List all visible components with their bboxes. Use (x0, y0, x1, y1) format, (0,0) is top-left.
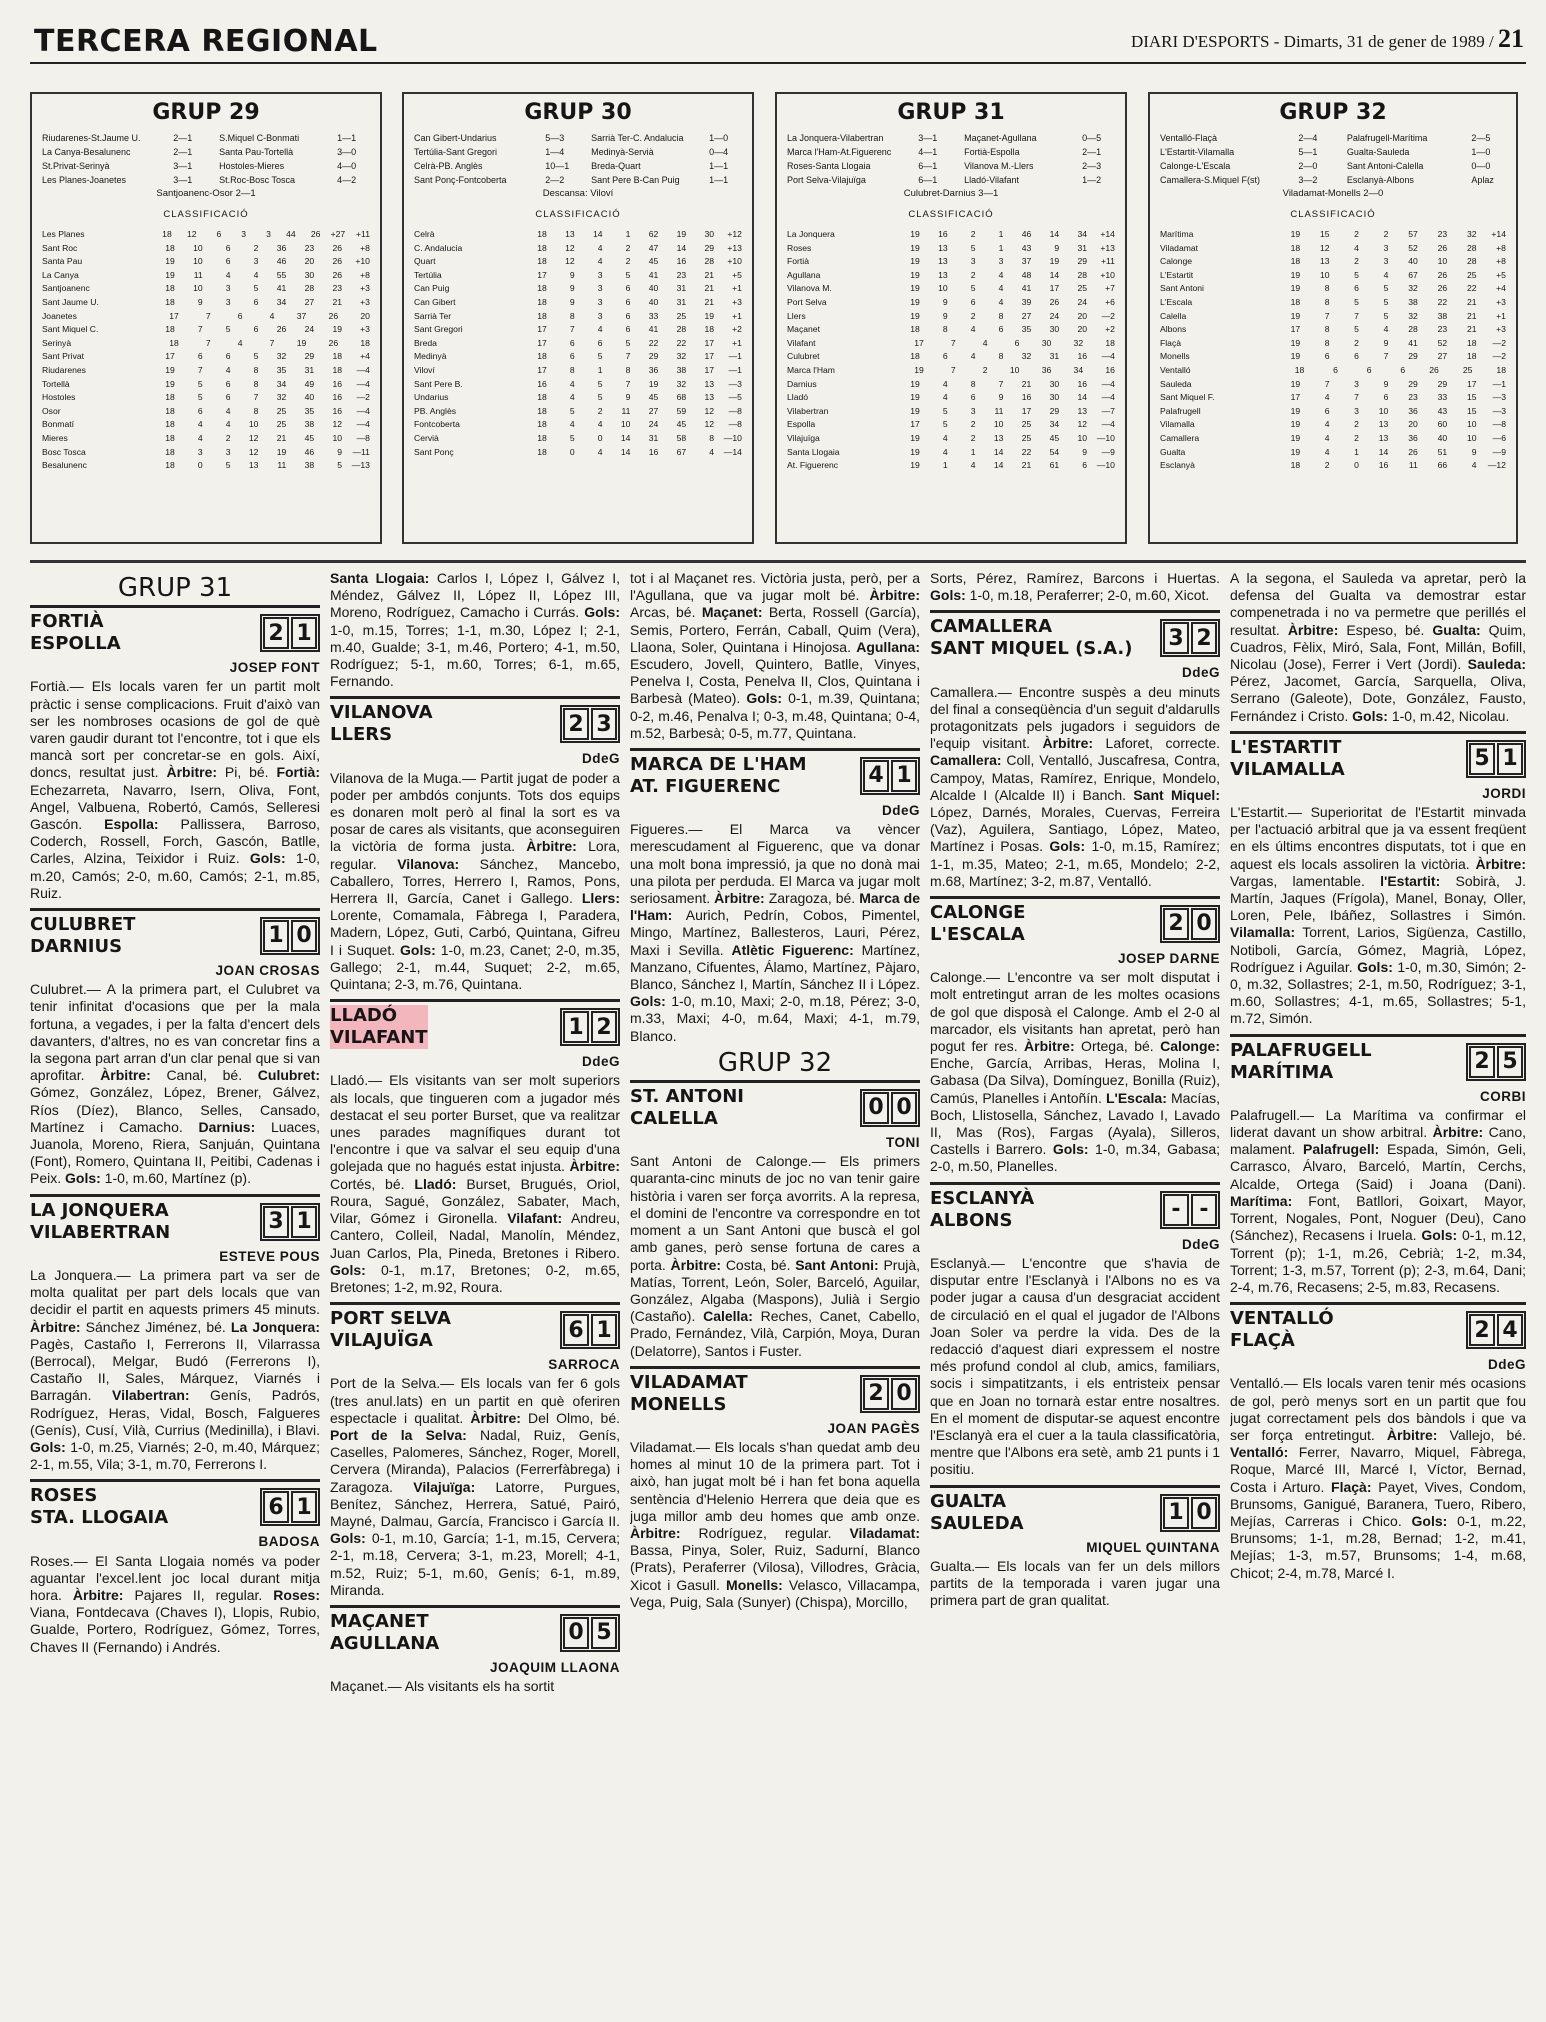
match-teams: PORT SELVA VILAJUÏGA (330, 1308, 451, 1352)
match-teams: PALAFRUGELL MARÍTIMA (1230, 1039, 1372, 1083)
standings-heading: CLASSIFICACIÓ (163, 209, 249, 220)
group-box (402, 92, 754, 544)
standings-row: Santa Pau 19 10 6 3 46 20 26 +10 (42, 256, 370, 267)
standings-row: Hostoles 18 5 6 7 32 40 16 —2 (42, 392, 370, 403)
match-teams: VILANOVA LLERS (330, 702, 433, 746)
score-box: 2 0 (860, 1375, 920, 1413)
standings-row: Marca l'Ham 19 7 2 10 36 34 16 (787, 364, 1115, 375)
match-result-row: Roses-Santa Llogaia 6—1 Vilanova M.-Llers 2—3 (787, 161, 1102, 171)
standings-row: Vilamalla 19 4 2 13 20 60 10 —8 (1160, 419, 1506, 430)
match-header (630, 748, 920, 798)
standings-heading: CLASSIFICACIÓ (535, 209, 621, 220)
standings-row: PB. Anglès 18 5 2 11 27 59 12 —8 (414, 405, 742, 416)
standings-row: Can Gibert 18 9 3 6 40 31 21 +3 (414, 296, 742, 307)
match-result-row: Camallera-S.Miquel F(st) 3—2 Esclanyà-Albons Aplaz (1160, 175, 1494, 185)
standings-row: Mieres 18 4 2 12 21 45 10 —8 (42, 432, 370, 443)
match-result-row: Tertúlia-Sant Gregori 1—4 Medinyà-Servià 0—4 (414, 147, 729, 157)
match-header (1230, 731, 1526, 781)
standings-row: Roses 19 13 5 1 43 9 31 +13 (787, 242, 1115, 253)
standings-heading: CLASSIFICACIÓ (1290, 209, 1376, 220)
article-body: Sant Antoni de Calonge.— Els primers quaranta-cinc minuts de joc no van tenir gaire història i varen ser força avorrits. A la represa, el domini de l'encontre va correspondre en tot moment a un Sant Antoni que buscà el gol amb ganes, però sense fortuna de cares a porta. Àrbitre: Costa, bé. Sant Antoni: Prujà, Matías, Torrent, León, Soler, Barceló, Aguilar, González, Algaba (Maspons), Julià i Sergio (Castaño). Calella: Reches, Canet, Cabello, Prado, Fernández, Vilà, Carpión, Moya, Duran (Delatorre), Santos i Fuster. (630, 1153, 920, 1359)
standings-row: Vilajuïga 19 4 2 13 25 45 10 —10 (787, 432, 1115, 443)
article-body: Viladamat.— Els locals s'han quedat amb deu homes al minut 10 de la primera part. Tot i això, han jugat molt bé i han fet bona aquella sentència d'Helenio Herrera que deia que es juga millor amb deu homes que amb onze. Àrbitre: Rodríguez, regular. Viladamat: Bassa, Pinya, Soler, Ruiz, Sadurní, Blanco (Prats), Peraferrer (Vilosa), Villodres, Gràcia, Xicot i Gasull. Monells: Velasco, Villacampa, Vega, Puig, Sala (Sunyer) (Chispa), Morcillo, (630, 1438, 920, 1610)
article-author: JOAN PAGÈS (827, 1420, 920, 1436)
group-title: GRUP 32 (1279, 100, 1387, 125)
standings-row: Sant Antoni 19 8 6 5 32 26 22 +4 (1160, 283, 1506, 294)
article-body: Calonge.— L'encontre va ser molt disputat i molt entretingut arran de les moltes ocasions de gol que disposà el Calonge. Amb el 2-0 al marcador, els visitants han apretat, però han pogut fer res. Àrbitre: Ortega, bé. Calonge: Enche, García, Arribas, Heras, Molina I, Gabasa (Da Silva), Domínguez, Bonilla (Ruiz), Camús, Planelles i Antoñín. L'Escala: Macías, Boch, Llistosella, Sánchez, Lavado I, Lavado II, Mas (Ros), Fargas (Ayala), Silleros, Castells i Barrero. Gols: 1-0, m.34, Gabasa; 2-0, m.50, Planelles. (930, 969, 1220, 1175)
standings-row: At. Figuerenc 19 1 4 14 21 61 6 —10 (787, 460, 1115, 471)
standings-row: Sant Roc 18 10 6 2 36 23 26 +8 (42, 242, 370, 253)
match-header (930, 1485, 1220, 1535)
article-author: TONI (885, 1135, 920, 1151)
match-result-row: Les Planes-Joanetes 3—1 St.Roc-Bosc Tosca 4—2 (42, 175, 357, 185)
match-teams: LA JONQUERA VILABERTRAN (30, 1199, 171, 1243)
match-result-row: La Jonquera-Vilabertran 3—1 Maçanet-Agullana 0—5 (787, 133, 1102, 143)
article-author: DdeG (1181, 1236, 1220, 1252)
score-box: 4 1 (860, 757, 920, 795)
standings-row: La Jonquera 19 16 2 1 46 14 34 +14 (787, 229, 1115, 239)
article-author: DdeG (581, 751, 620, 767)
standings-row: Besalunenc 18 0 5 13 11 38 5 —13 (42, 460, 370, 471)
score-box: 0 5 (560, 1614, 620, 1652)
group-heading: GRUP 32 (717, 1047, 833, 1078)
match-header (330, 696, 620, 746)
standings-row: Sant Privat 17 6 6 5 32 29 18 +4 (42, 351, 370, 362)
group-title: GRUP 30 (524, 100, 632, 125)
standings-row: Bonmatí 18 4 4 10 25 38 12 —4 (42, 419, 370, 430)
standings-row: Sant Miquel F. 17 4 7 6 23 33 15 —3 (1160, 392, 1506, 403)
article-body: Culubret.— A la primera part, el Culubret va tenir infinitat d'ocasions que per la mala fortuna, a vegades, i per la falta d'encert dels davanters, d'altres, no es van concretar fins a la segona part arran d'un clar penal que si van aprofitar. Àrbitre: Canal, bé. Culubret: Gómez, González, López, Brener, Gálvez, Ríos (Díez), Blanco, Selles, Cansado, Martínez i Camacho. Darnius: Luaces, Juanola, Moreno, Riera, Sanjuán, Quintana (Font), Romero, Quintana II, Peitibi, Cadenas i Peix. Gols: 1-0, m.60, Martínez (p). (30, 981, 320, 1187)
match-result-row: Marca l'Ham-At.Figuerenc 4—1 Fortià-Espolla 2—1 (787, 147, 1102, 157)
match-result-row: Riudarenes-St.Jaume U. 2—1 S.Miquel C-Bonmati 1—1 (42, 133, 357, 143)
score-box: 6 1 (560, 1311, 620, 1349)
match-result-row: Ventalló-Flaçà 2—4 Palafrugell-Marítima 2—5 (1160, 133, 1491, 143)
score-box: 0 0 (860, 1089, 920, 1127)
standings-row: Quart 18 12 4 2 45 16 28 +10 (414, 256, 742, 267)
standings-row: Espolla 17 5 2 10 25 34 12 —4 (787, 419, 1115, 430)
article-body: Gualta.— Els locals van fer un dels millors partits de la temporada i varen jugar una primera part de gran qualitat. (930, 1557, 1220, 1609)
standings-row: C. Andalucia 18 12 4 2 47 14 29 +13 (414, 242, 742, 253)
article-body: Fortià.— Els locals varen fer un partit molt pràctic i sense complicacions. Fruit d'això van ser les nombroses ocasions de gol de què varen gaudir durant tot l'encontre, tot i que els mancà sort per concretar-se en gols. Així, doncs, resultat just. Àrbitre: Pi, bé. Fortià: Echezarreta, Navarro, Isern, Oliva, Font, Angel, Valbuena, Robertó, Camós, Selleresi Gascón. Espolla: Pallissera, Barroso, Coderch, Rossell, Forch, Gascón, Batlle, Carles, Alzina, Teixidor i Ruiz. Gols: 1-0, m.20, Camós; 2-0, m.60, Camós; 2-1, m.85, Ruiz. (30, 678, 320, 901)
article-body: Lladó.— Els visitants van ser molt superiors als locals, que tingueren com a jugador més destacat el seu porter Burset, que va realitzar unes parades magnífiques durant tot l'encontre i que va salvar el seu equip d'una golejada que no hagués estat injusta. Àrbitre: Cortés, bé. Lladó: Burset, Brugués, Oriol, Roura, Sagué, González, Sabater, Mach, Vilar, Gómez i Gironella. Vilafant: Andreu, Cantero, Colleil, Nadal, Manolín, Méndez, Juan Carlos, Pla, Pineda, Bretones i Ribero. Gols: 0-1, m.17, Bretones; 0-2, m.65, Bretones; 1-2, m.92, Roura. (330, 1072, 620, 1295)
match-header (330, 1605, 620, 1655)
standings-row: Lladó 19 4 6 9 16 30 14 —4 (787, 392, 1115, 403)
match-header (930, 1182, 1220, 1232)
standings-row: Undarius 18 4 5 9 45 68 13 —5 (414, 392, 742, 403)
article-body: Esclanyà.— L'encontre que s'havia de disputar entre l'Esclanyà i l'Albons no es va poder jugar a causa d'un desgraciat accident de circulació en el qual el jugador de l'Albons Joan Soler va perdre la vida. Des de la redacció d'aquest diari expressem el nostre més profund condol al club, amics, familiars, socis i simpatitzants, i els entristeix pensar que en Joan no tornarà estar entre nosaltres. En el moment de disputar-se aquest encontre l'Esclanyà era el cuer a la taula classificatòria, mentre que l'Albons era setè, amb 21 punts i 1 positiu. (930, 1254, 1220, 1478)
standings-row: Santa Llogaia 19 4 1 14 22 54 9 —9 (787, 446, 1115, 457)
extra-result: Descansa: Viloví (542, 188, 614, 199)
standings-row: Santjoanenc 18 10 3 5 41 28 23 +3 (42, 283, 370, 294)
standings-row: Celrà 18 13 14 1 62 19 30 +12 (414, 229, 742, 239)
match-header (930, 610, 1220, 660)
score-box: 2 3 (560, 705, 620, 743)
standings-row: Osor 18 6 4 8 25 35 16 —4 (42, 405, 370, 416)
standings-row: Can Puig 18 9 3 6 40 31 21 +1 (414, 283, 742, 294)
match-result-row: Port Selva-Vilajuïga 6—1 Lladó-Vilafant 1—2 (787, 175, 1102, 185)
standings-row: Viladamat 18 12 4 3 52 26 28 +8 (1160, 242, 1506, 253)
standings-row: Medinyà 18 6 5 7 29 32 17 —1 (414, 351, 742, 362)
score-box: 6 1 (260, 1488, 320, 1526)
score-box: 2 1 (260, 614, 320, 652)
match-header (30, 1479, 320, 1529)
paper-masthead: DIARI D'ESPORTS - Dimarts, 31 de gener de 1989 / 21 (1130, 24, 1524, 53)
match-header (30, 605, 320, 655)
article-author: DdeG (1487, 1357, 1526, 1373)
article-continuation: A la segona, el Sauleda va apretar, però la defensa del Gualta va demostrar estar compenetrada i no va permetre que perillés el resultat. Àrbitre: Espeso, bé. Gualta: Quim, Cuadros, Fèlix, Miró, Sala, Font, Millán, Bofill, Nicolau (Jose), Ferrer i Vert (Jordi). Sauleda: Pérez, Jacomet, García, Sarquella, Oliva, Serrano (Galeote), Dote, González, Fausto, Fernández i Cristo. Gols: 1-0, m.42, Nicolau. (1230, 570, 1526, 724)
group-heading: GRUP 31 (117, 573, 233, 603)
article-author: MIQUEL QUINTANA (1086, 1539, 1220, 1555)
article-column (1230, 570, 1526, 2010)
group-title: GRUP 29 (152, 100, 260, 125)
article-body: Camallera.— Encontre suspès a deu minuts del final a conseqüència d'un seguit d'aldarulls protagonitzats pels jugadors i seguidors de l'equip visitant. Àrbitre: Laforet, correcte. Camallera: Coll, Ventalló, Juscafresa, Contra, Campoy, Matas, Ramírez, Enrique, Mondelo, Alcalde I (Alcalde II) i Banch. Sant Miquel: López, Darnés, Morales, Cuervas, Ferreira (Vaz), Aguilera, Santiago, López, Mateo, Martínez i Posas. Gols: 1-0, m.15, Ramírez; 1-1, m.35, Mateo; 2-1, m.65, Mondelo; 2-2, m.68, Martínez; 3-2, m.87, Ventalló. (930, 683, 1220, 889)
standings-row: Camallera 19 4 2 13 36 40 10 —6 (1160, 432, 1506, 443)
standings-row: Bosc Tosca 18 3 3 12 19 46 9 —11 (42, 446, 370, 457)
standings-row: Esclanyà 18 2 0 16 11 66 4 —12 (1160, 460, 1506, 471)
match-teams: GUALTA SAULEDA (930, 1490, 1024, 1534)
standings-row: Gualta 19 4 1 14 26 51 9 —9 (1160, 446, 1506, 457)
standings-row: La Canya 19 11 4 4 55 30 26 +8 (42, 269, 370, 280)
match-teams: LLADÓ VILAFANT (330, 1005, 428, 1049)
standings-row: Albons 17 8 5 4 28 23 21 +3 (1160, 324, 1506, 335)
standings-row: Sauleda 19 7 3 9 29 29 17 —1 (1160, 378, 1506, 389)
article-body: L'Estartit.— Superioritat de l'Estartit minvada per l'actuació arbitral que ja va essent freqüent en els últims encontres disputats, tot i que en aquest els locals assoliren la victòria. Àrbitre: Vargas, lamentable. l'Estartit: Sobirà, J. Martín, Jaques (Frígola), Manel, Bonay, Oller, Loren, Pele, Ibáñez, Sollastres i Simón. Vilamalla: Torrent, Larios, Sigüenza, Castillo, Notiboli, García, Gómez, Magrià, López, Rodríguez i Aguilar. Gols: 1-0, m.30, Simón; 2-0, m.32, Sollastres; 2-1, m.50, Rodríguez; 3-1, m.60, Sollastres; 4-1, m.65, Sollastres; 5-1, m.72, Simón. (1230, 804, 1526, 1027)
standings-row: Sant Ponç 18 0 4 14 16 67 4 —14 (414, 446, 742, 457)
article-author: ESTEVE POUS (219, 1248, 320, 1264)
group-box (30, 92, 382, 544)
extra-result: Culubret-Darnius 3—1 (903, 188, 999, 199)
standings-row: Cervià 18 5 0 14 31 58 8 —10 (414, 432, 742, 443)
standings-row: Riudarenes 19 7 4 8 35 31 18 —4 (42, 364, 370, 375)
standings-row: Vilabertran 19 5 3 11 17 29 13 —7 (787, 405, 1115, 416)
article-author: SARROCA (548, 1357, 620, 1373)
article-author: DdeG (581, 1054, 620, 1070)
match-header (630, 1366, 920, 1416)
standings-row: Vilanova M. 19 10 5 4 41 17 25 +7 (787, 283, 1115, 294)
standings-row: Viloví 17 8 1 8 36 38 17 —1 (414, 364, 742, 375)
standings-row: Vilafant 17 7 4 6 30 32 18 (787, 337, 1115, 348)
group-title: GRUP 31 (897, 100, 1005, 125)
standings-row: Calella 19 7 7 5 32 38 21 +1 (1160, 310, 1506, 321)
score-box: 1 0 (260, 917, 320, 955)
standings-row: Ventalló 18 6 6 6 26 25 18 (1160, 364, 1506, 375)
match-header (1230, 1302, 1526, 1352)
article-continuation: Santa Llogaia: Carlos I, López I, Gálvez I, Méndez, Gálvez II, López II, López III, Moreno, Rodríguez, Camacho i Currás. Gols: 1-0, m.15, Torres; 1-1, m.30, López I; 2-1, m.40, Gualde; 3-1, m.46, Portero; 4-1, m.50, Rodríguez; 5-1, m.60, Torres; 6-1, m.65, Fernando. (330, 570, 620, 690)
match-result-row: Can Gibert-Undarius 5—3 Sarrià Ter-C. Andalucia 1—0 (414, 133, 729, 143)
match-result-row: La Canya-Besalunenc 2—1 Santa Pau-Tortellà 3—0 (42, 147, 357, 157)
standings-row: Tortellà 19 5 6 8 34 49 16 —4 (42, 378, 370, 389)
score-box: 3 1 (260, 1203, 320, 1241)
header-rule (30, 62, 1526, 64)
standings-row: Joanetes 17 7 6 4 37 26 20 (42, 310, 370, 321)
match-result-row: Calonge-L'Escala 2—0 Sant Antoni-Calella 0—0 (1160, 161, 1491, 171)
standings-row: Sarrià Ter 18 8 3 6 33 25 19 +1 (414, 310, 742, 321)
article-author: JORDI (1482, 785, 1526, 801)
article-continuation: tot i al Maçanet res. Victòria justa, però, per a l'Agullana, que va jugar molt bé. Àrbitre: Arcas, bé. Maçanet: Berta, Rossell (García), Semis, Portero, Ferrán, Caball, Quim (Vera), Llaona, Soler, Quintana i Hinojosa. Agullana: Escudero, Jovell, Quintero, Batlle, Vinyes, Penelva I, Costa, Penelva II, Clos, Quintana i Barbesà (Mateo). Gols: 0-1, m.39, Quintana; 0-2, m.46, Penalva I; 0-3, m.48, Quintana; 0-4, m.52, Barbesà; 0-5, m.77, Quintana. (630, 570, 920, 741)
match-result-row: St.Privat-Serinyà 3—1 Hostoles-Mieres 4—0 (42, 161, 357, 171)
match-header (1230, 1034, 1526, 1084)
match-teams: L'ESTARTIT VILAMALLA (1230, 736, 1345, 780)
match-result-row: Sant Ponç-Fontcoberta 2—2 Sant Pere B-Can Puig 1—1 (414, 175, 729, 185)
score-box: 2 4 (1466, 1311, 1526, 1349)
score-box: 3 2 (1160, 619, 1220, 657)
standings-row: Breda 17 6 6 5 22 22 17 +1 (414, 337, 742, 348)
article-author: JOSEP FONT (229, 660, 320, 676)
match-header (330, 999, 620, 1049)
match-result-row: L'Estartit-Vilamalla 5—1 Gualta-Sauleda 1—0 (1160, 147, 1491, 157)
match-teams: FORTIÀ ESPOLLA (30, 611, 121, 655)
score-box: 1 2 (560, 1008, 620, 1046)
match-teams: ESCLANYÀ ALBONS (930, 1187, 1035, 1231)
match-result-row: Celrà-PB. Anglès 10—1 Breda-Quart 1—1 (414, 161, 729, 171)
standings-row: Flaçà 19 8 2 9 41 52 18 —2 (1160, 337, 1506, 348)
match-teams: CALONGE L'ESCALA (930, 902, 1026, 946)
standings-row: Palafrugell 19 6 3 10 36 43 15 —3 (1160, 405, 1506, 416)
standings-row: Marítima 19 15 2 2 57 23 32 +14 (1160, 229, 1506, 239)
standings-row: Culubret 18 6 4 8 32 31 16 —4 (787, 351, 1115, 362)
standings-row: Maçanet 18 8 4 6 35 30 20 +2 (787, 324, 1115, 335)
article-body: Palafrugell.— La Marítima va confirmar el liderat davant un show arbitral. Àrbitre: Cano, malament. Palafrugell: Espada, Simón, Geli, Carrasco, Álvaro, Barceló, Martín, Cerchs, Alcalde, Ortega (Said) i Joana (Dani). Marítima: Font, Batllori, Goixart, Mayor, Torrent, Nogales, Pont, Noguer (Deu), Cano (Sánchez), Recasens i Iruela. Gols: 0-1, m.12, Torrent (p); 1-1, m.26, Cebrià; 1-2, m.34, Torrent; 1-3, m.57, Torrent (p); 2-3, m.64, Dani; 2-4, m.76, Recasens; 2-5, m.83, Recasens. (1230, 1106, 1526, 1295)
article-author: DdeG (1181, 665, 1220, 681)
standings-row: Fortià 19 13 3 3 37 19 29 +11 (787, 256, 1115, 267)
standings-row: Agullana 19 13 2 4 48 14 28 +10 (787, 269, 1115, 280)
standings-row: Monells 19 6 6 7 29 27 18 —2 (1160, 351, 1506, 362)
match-teams: VENTALLÓ FLAÇÀ (1230, 1308, 1334, 1352)
article-author: DdeG (881, 803, 920, 819)
score-box: 2 0 (1160, 905, 1220, 943)
article-body: La Jonquera.— La primera part va ser de molta qualitat per part dels locals que van decidir el partit en aquests primers 45 minuts. Àrbitre: Sánchez Jiménez, bé. La Jonquera: Pagès, Castaño I, Ferrerons II, Vilarrassa (Berrocal), Melgar, Budó (Ferrerons I), Castaño II, Sales, Márquez, Viarnés i Barragán. Vilabertran: Genís, Padrós, Rodríguez, Heras, Vidal, Bosch, Falgueres (Genís), Cusí, Vilà, Currius (Medinilla), i Blavi. Gols: 1-0, m.25, Viarnés; 2-0, m.40, Márquez; 2-1, m.55, Vila; 3-1, m.70, Ferrerons I. (30, 1266, 320, 1473)
standings-heading: CLASSIFICACIÓ (908, 209, 994, 220)
match-teams: CAMALLERA SANT MIQUEL (S.A.) (930, 616, 1133, 660)
article-column (330, 570, 620, 2010)
match-header (330, 1302, 620, 1352)
standings-row: Les Planes 18 12 6 3 3 44 26 +27 +11 (42, 229, 370, 239)
match-teams: VILADAMAT MONELLS (630, 1371, 748, 1415)
standings-row: Sant Miquel C. 18 7 5 6 26 24 19 +3 (42, 324, 370, 335)
article-author: JOSEP DARNE (1117, 951, 1220, 967)
match-header (30, 908, 320, 958)
score-box: 1 0 (1160, 1494, 1220, 1532)
match-header (930, 896, 1220, 946)
article-author: CORBI (1480, 1088, 1526, 1104)
standings-row: Sant Gregori 17 7 4 6 41 28 18 +2 (414, 324, 742, 335)
standings-row: Llers 19 9 2 8 27 24 20 —2 (787, 310, 1115, 321)
article-body: Maçanet.— Als visitants els ha sortit (330, 1678, 555, 1695)
standings-row: Tertúlia 17 9 3 5 41 23 21 +5 (414, 269, 742, 280)
article-column (930, 570, 1220, 2010)
article-author: BADOSA (258, 1534, 320, 1550)
article-column (630, 570, 920, 2010)
extra-result: Viladamat-Monells 2—0 (1282, 188, 1384, 199)
article-body: Port de la Selva.— Els locals van fer 6 gols (tres anul.lats) en un partit en què oferiren espectacle i qualitat. Àrbitre: Del Olmo, bé. Port de la Selva: Nadal, Ruiz, Genís, Caselles, Palomeres, Sánchez, Roger, Morell, Cervera (Miranda), Palacios (Ferrerfàbrega) i Zaragoza. Vilajuïga: Latorre, Purgues, Benítez, Sánchez, Herrera, Satué, Pairó, Mayné, Dalmau, García, Francisco i García II. Gols: 0-1, m.10, García; 1-1, m.15, Cervera; 2-1, m.18, Cervera; 3-1, m.23, Morell; 4-1, m.52, Ruiz; 5-1, m.60, Genís; 6-1, m.89, Miranda. (330, 1375, 620, 1598)
group-box (1148, 92, 1518, 544)
score-box: 5 1 (1466, 740, 1526, 778)
standings-row: Calonge 18 13 2 3 40 10 28 +8 (1160, 256, 1506, 267)
match-header (30, 1194, 320, 1244)
article-column (30, 570, 320, 2010)
score-box: - - (1160, 1191, 1220, 1229)
match-teams: ROSES STA. LLOGAIA (30, 1485, 169, 1529)
article-author: JOAQUIM LLAONA (490, 1659, 620, 1675)
article-body: Figueres.— El Marca va vèncer merescudament al Figuerenc, que va donar una molt bona impressió, ja que no donà mai una pilota per perduda. El Marca va jugar molt seriosament. Àrbitre: Zaragoza, bé. Marca de l'Ham: Aurich, Pedrín, Cobos, Pimentel, Mingo, Martínez, Ballesteros, Lauri, Pérez, Maxi i Sevilla. Atlètic Figuerenc: Martínez, Manzano, Cifuentes, Álamo, Martínez, Pàjaro, Blanco, Sánchez I, Martín, Sánchez II i López. Gols: 1-0, m.10, Maxi; 2-0, m.18, Pérez; 3-0, m.33, Maxi; 4-0, m.64, Maxi; 4-1, m.79, Blanco. (630, 821, 920, 1044)
article-body: Roses.— El Santa Llogaia només va poder aguantar l'excel.lent joc local durant mitja hora. Àrbitre: Pajares II, regular. Roses: Viana, Fontdecava (Chaves I), Llopis, Rubio, Gualde, Portero, Rodríguez, Gómez, Torres, Chaves II (Fernando) i Andrés. (30, 1552, 320, 1655)
match-teams: MAÇANET AGULLANA (330, 1610, 440, 1654)
standings-row: Sant Pere B. 16 4 5 7 19 32 13 —3 (414, 378, 742, 389)
standings-row: Serinyà 18 7 4 7 19 26 18 (42, 337, 370, 348)
standings-row: L'Escala 18 8 5 5 38 22 21 +3 (1160, 296, 1506, 307)
score-box: 2 5 (1466, 1043, 1526, 1081)
article-author: JOAN CROSAS (215, 963, 320, 979)
article-body: Ventalló.— Els locals varen tenir més ocasions de gol, però menys sort en un partit que fou jugat correctament pels dos bàndols i que va ser força entretingut. Àrbitre: Vallejo, bé. Ventalló: Ferrer, Navarro, Miquel, Fàbrega, Roque, Marcé III, Marcé I, Víctor, Bernad, Costa i Arturo. Flaçà: Payet, Vives, Condom, Brunsoms, Ganigué, Baranera, Tuero, Ribero, Mejías, Carreras i Chico. Gols: 0-1, m.22, Brunsoms; 1-1, m.28, Bernad; 1-2, m.41, Mejías; 1-3, m.57, Brunsoms; 1-4, m.68, Chicot; 2-4, m.78, Marcé I. (1230, 1375, 1526, 1581)
standings-row: Darnius 19 4 8 7 21 30 16 —4 (787, 378, 1115, 389)
match-teams: ST. ANTONI CALELLA (630, 1086, 744, 1130)
standings-row: Port Selva 19 9 6 4 39 26 24 +6 (787, 296, 1115, 307)
extra-result: Santjoanenc-Osor 2—1 (156, 188, 256, 199)
standings-row: Fontcoberta 18 4 4 10 24 45 12 —8 (414, 419, 742, 430)
article-body: Vilanova de la Muga.— Partit jugat de poder a poder per ambdós conjunts. Tots dos equips es donaren molt però al final la sort es va posar de cares als visitants, que aconseguiren la victòria de forma justa. Àrbitre: Lora, regular. Vilanova: Sánchez, Mancebo, Caballero, Torres, Herrero I, Ramos, Pons, Herrera II, García, Canet i Gallego. Llers: Lorente, Comamala, Fàbrega I, Paradera, Madern, López, Guti, Carbó, Quintana, Gifreu I i Suquet. Gols: 1-0, m.23, Canet; 2-0, m.35, Gallego; 2-1, m.44, Suquet; 2-2, m.65, Quintana; 2-3, m.76, Quintana. (330, 769, 620, 993)
group-box (775, 92, 1127, 544)
match-header (630, 1080, 920, 1130)
article-continuation: Sorts, Pérez, Ramírez, Barcons i Huertas. Gols: 1-0, m.18, Peraferrer; 2-0, m.60, Xicot. (930, 570, 1220, 604)
section-divider (30, 560, 1526, 563)
standings-row: L'Estartit 19 10 5 4 67 26 25 +5 (1160, 269, 1506, 280)
section-title: TERCERA REGIONAL (34, 24, 378, 59)
match-teams: CULUBRET DARNIUS (30, 914, 136, 958)
match-teams: MARCA DE L'HAM AT. FIGUERENC (630, 754, 807, 798)
standings-row: Sant Jaume U. 18 9 3 6 34 27 21 +3 (42, 296, 370, 307)
